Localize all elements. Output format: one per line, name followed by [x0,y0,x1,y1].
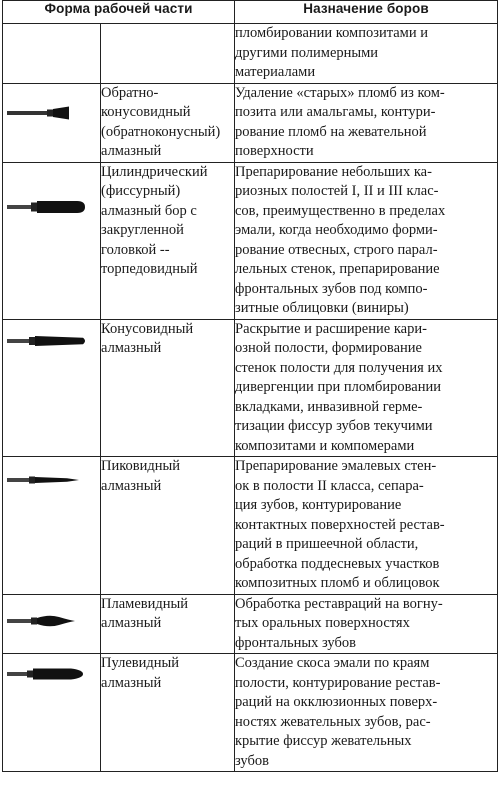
table-row [3,654,498,772]
shape-name-cell [101,83,235,162]
shape-name-cell [101,319,235,457]
shape-name-cell [101,654,235,772]
shape-name-line: Пиковидный [101,458,181,474]
purpose-line: другими полимерными [235,44,379,61]
purpose-line: вкладками, инвазивной герме- [235,398,423,415]
purpose-cell [235,24,498,84]
purpose-cell [235,83,498,162]
header-shape: Форма рабочей части [3,1,235,24]
table-row [3,162,498,319]
shape-name-line: Конусовидный [101,320,194,337]
shape-name-line: (фиссурный) [101,183,181,199]
purpose-line: озной полости, формирование [235,340,422,356]
purpose-line: позита или амальгамы, контури- [235,104,436,120]
shape-name-line: (обратноконусный) [101,123,221,140]
purpose-line: материалами [235,64,316,80]
shape-name-line: Пулевидный [101,655,180,671]
purpose-line: Создание скоса эмали по краям [235,655,430,671]
shape-image-cell [3,83,101,162]
purpose-line: Удаление «старых» пломб из ком- [235,84,445,101]
shape-name-line: головкой -- [101,241,170,258]
cylindrical-rounded-bur-icon [7,199,87,220]
purpose-line: зубов [235,752,269,769]
shape-name-line: конусовидный [101,104,191,120]
purpose-line: ция зубов, контурирование [235,497,402,513]
shape-image-cell [3,457,101,595]
purpose-line: ностях жевательных зубов, рас- [235,713,431,730]
table-row [3,457,498,595]
purpose-line: лельных стенок, препарирование [235,261,440,277]
purpose-line: сов, преимущественно в пределах [235,202,446,219]
shape-image-cell [3,24,101,84]
purpose-line: раций на окклюзионных поверх- [235,694,438,710]
purpose-line: поверхности [235,143,314,159]
table-row [3,319,498,457]
flame-bur-icon [7,613,77,634]
shape-name-line: алмазный [101,477,162,494]
shape-name-line: Цилиндрический [101,163,208,180]
purpose-line: композитами и компомерами [235,437,415,454]
shape-image-cell [3,162,101,319]
purpose-line: дивергенции при пломбировании [235,379,441,395]
purpose-cell [235,319,498,457]
purpose-line: рование отвесных, строго парал- [235,241,438,258]
purpose-line: Обработка реставраций на вогну- [235,595,443,612]
shape-name-cell [101,594,235,654]
purpose-cell [235,162,498,319]
purpose-line: композитных пломб и облицовок [235,575,440,591]
purpose-line: зитные облицовки (виниры) [235,300,409,316]
shape-name-line: алмазный [101,143,162,159]
purpose-line: эмали, когда необходимо форми- [235,222,438,238]
purpose-line: тизации фиссур зубов текучими [235,418,433,434]
shape-name-cell [101,24,235,84]
purpose-line: рование пломб на жевательной [235,123,427,140]
table-header-row [3,1,498,24]
purpose-line: Препарирование небольших ка- [235,163,432,180]
inverted-cone-bur-icon [7,106,71,125]
bullet-bur-icon [7,666,85,687]
shape-name-line: торпедовидный [101,261,198,277]
purpose-line: полости, контурирование рестав- [235,674,441,691]
table-row [3,24,498,84]
shape-name-cell [101,162,235,319]
shape-image-cell [3,654,101,772]
purpose-line: раций в пришеечной области, [235,536,419,552]
purpose-line: фронтальных зубов [235,634,356,651]
shape-image-cell [3,594,101,654]
conical-bur-icon [7,334,89,353]
purpose-line: ок в полости II класса, сепара- [235,477,424,494]
purpose-line: обработка поддесневых участков [235,555,440,572]
shape-name-line: алмазный [101,615,162,631]
shape-name-line: алмазный бор с [101,202,197,219]
shape-name-cell [101,457,235,595]
purpose-line: стенок полости для получения их [235,359,443,376]
bur-table [2,0,498,772]
purpose-line: риозных полостей I, II и III клас- [235,183,439,199]
purpose-line: Раскрытие и расширение кари- [235,320,427,337]
table-row [3,83,498,162]
purpose-cell [235,457,498,595]
shape-name-line: алмазный [101,340,162,356]
shape-name-line: Пламевидный [101,595,188,612]
shape-name-line: закругленной [101,222,184,238]
purpose-line: крытие фиссур жевательных [235,733,412,749]
purpose-line: пломбировании композитами и [235,25,429,41]
table-row [3,594,498,654]
header-purpose: Назначение боров [235,1,498,24]
shape-image-cell [3,319,101,457]
purpose-line: фронтальных зубов под компо- [235,280,428,297]
shape-name-line: алмазный [101,674,162,691]
purpose-line: Препарирование эмалевых стен- [235,458,437,474]
spear-bur-icon [7,473,81,491]
purpose-cell [235,594,498,654]
purpose-cell [235,654,498,772]
shape-name-line: Обратно- [101,84,159,101]
purpose-line: контактных поверхностей рестав- [235,516,445,533]
purpose-line: тых оральных поверхностях [235,615,410,631]
